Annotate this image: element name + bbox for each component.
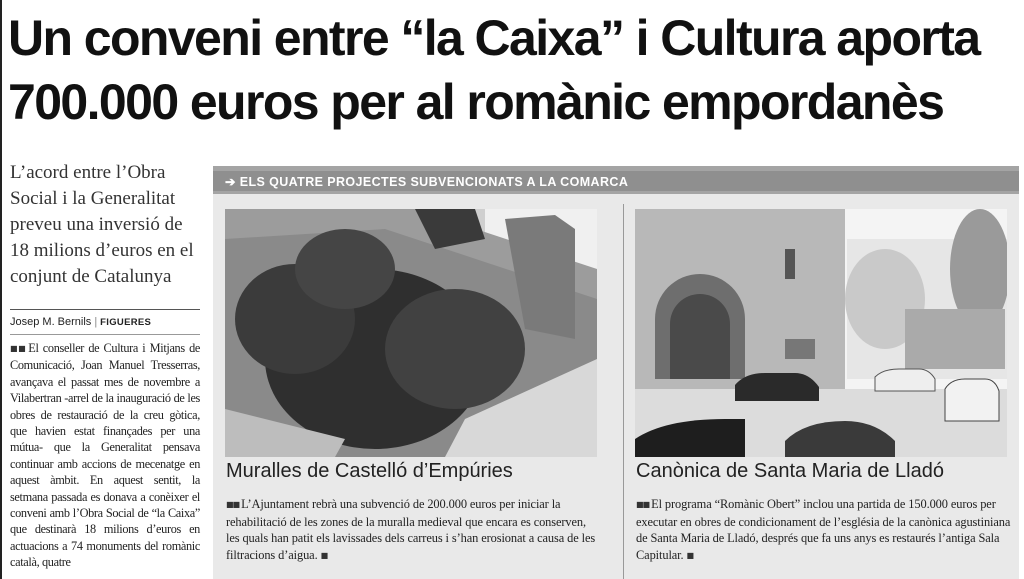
byline-rule [10, 309, 200, 310]
lead-squares-icon: ■■ [226, 500, 240, 509]
byline [10, 316, 200, 328]
byline-separator: | [94, 316, 98, 328]
photo-muralles [225, 209, 597, 457]
end-square-icon: ■ [686, 550, 694, 560]
project-text-santa-maria: ■■ El programa “Romànic Obert” inclou una partida de 150.000 euros per executar en obres de condicionament de l’església de la canònica agustiniana de Santa Maria de Lladó, després que fa uns anys es restaurés l’antiga Sala Capitular. ■ [636, 497, 1011, 562]
project-title-santa-maria: Canònica de Santa Maria de Lladó [636, 460, 944, 482]
projects-box-title: ➔ ELS QUATRE PROJECTES SUBVENCIONATS A LA COMARCA [225, 175, 629, 189]
projects-box-header [213, 166, 1019, 194]
article-body-text: El conseller de Cultura i Mitjans de Comunicació, Joan Manuel Tresserras, avançava el passat mes de novembre a Vilabertran -arrel de la inauguració de les obres de restauració de la creu gòtica, que havien estat finançades per una mútua- que la Generalitat pensava continuar amb accions de mecenatge en aquest àmbit. En aquest sentit, la setmana passada es donava a conèixer el conveni amb l’Obra Social de “la Caixa” que destinarà 18 milions d’euros en actuacions a 74 monuments del romànic català, quatre [10, 341, 200, 570]
end-square-icon: ■ [320, 550, 328, 560]
project-text-muralles: ■■ L’Ajuntament rebrà una subvenció de 200.000 euros per iniciar la rehabilitació de les zones de la muralla medieval que encara es conserven, les quals han patit els lavissades dels carreus i s’han erosionat a causa de les filtracions d’aigua. ■ [226, 497, 596, 562]
arrow-right-icon: ➔ [225, 175, 236, 189]
byline-rule-bottom [10, 334, 200, 335]
lede: L’acord entre l’Obra Social i la Generalitat preveu una inversió de 18 milions d’euros en el conjunt de Catalunya [10, 162, 194, 287]
byline-author: Josep M. Bernils [10, 316, 92, 328]
lead-squares-icon: ■■ [10, 344, 27, 353]
byline-location: FIGUERES [100, 317, 152, 328]
project-title-muralles: Muralles de Castelló d’Empúries [226, 460, 513, 482]
projects-box [213, 166, 1019, 579]
photo-santa-maria [635, 209, 1007, 457]
lead-squares-icon: ■■ [636, 500, 650, 509]
headline: Un conveni entre “la Caixa” i Cultura aporta 700.000 euros per al romànic empordanès [8, 10, 980, 130]
article-body [10, 340, 200, 571]
column-divider [623, 204, 624, 579]
page-edge-rule [0, 0, 2, 579]
